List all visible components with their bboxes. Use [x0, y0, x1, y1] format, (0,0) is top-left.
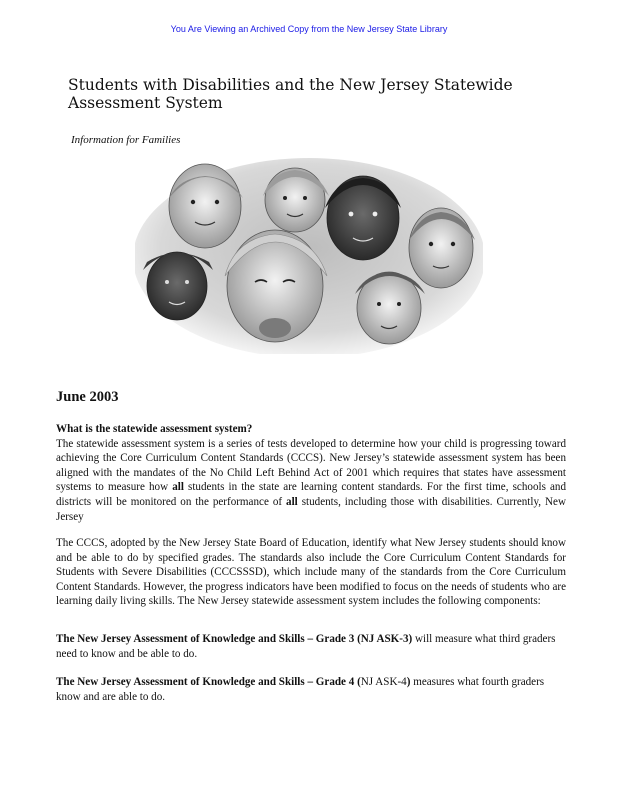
- component-nj-ask-4: [56, 675, 566, 704]
- emphasis-all-1: all: [172, 481, 184, 494]
- section-text-part-a: The statewide assessment system is a series of tests developed to determine how your child is progressing toward achieving the Core Curriculum Content Standards (CCCS). New Jersey’s statewide assessment system has been aligned with the mandates of the No Child Left Behind Act of 2001 which requires that states have assessment systems to measure how: [56, 437, 566, 494]
- section-heading: What is the statewide assessment system?: [56, 423, 253, 435]
- section-text-part-c: students, including those with disabilities. Currently, New Jersey: [56, 495, 566, 523]
- component-name: The New Jersey Assessment of Knowledge and Skills – Grade 3 (NJ ASK-3): [56, 633, 413, 645]
- component-name: The New Jersey Assessment of Knowledge and Skills – Grade 4 (: [56, 676, 361, 688]
- children-illustration: [135, 158, 483, 354]
- emphasis-all-2: all: [286, 495, 298, 508]
- archive-banner: You Are Viewing an Archived Copy from the New Jersey State Library: [170, 24, 448, 34]
- section-text-part-b: students in the state are learning content standards. For the first time, schools and districts will be monitored on the performance of: [56, 481, 567, 508]
- component-description: measures what fourth graders know and are able to do.: [56, 676, 545, 703]
- component-name-end: ): [406, 676, 411, 688]
- component-description: will measure what third graders need to know and be able to do.: [56, 633, 556, 660]
- section-assessment-system: [56, 422, 566, 524]
- component-abbr: NJ ASK-4: [360, 676, 407, 688]
- paragraph-cccs: The CCCS, adopted by the New Jersey State Board of Education, identify what New Jersey students should know and be able to do by specified grades. The standards also include the Core Curriculum Content Standards for Students with Severe Disabilities (CCCSSSD), which include many of the standards from the Core Curriculum Content Standards. However, the progress indicators have been modified to focus on the needs of students who are learning daily living skills. The New Jersey statewide assessment system includes the following components:: [56, 537, 566, 608]
- subtitle: Information for Families: [71, 134, 181, 146]
- component-nj-ask-3: [56, 632, 566, 661]
- document-title: Students with Disabilities and the New Jersey Statewide Assessment System: [68, 76, 513, 112]
- date-heading: June 2003: [56, 389, 119, 405]
